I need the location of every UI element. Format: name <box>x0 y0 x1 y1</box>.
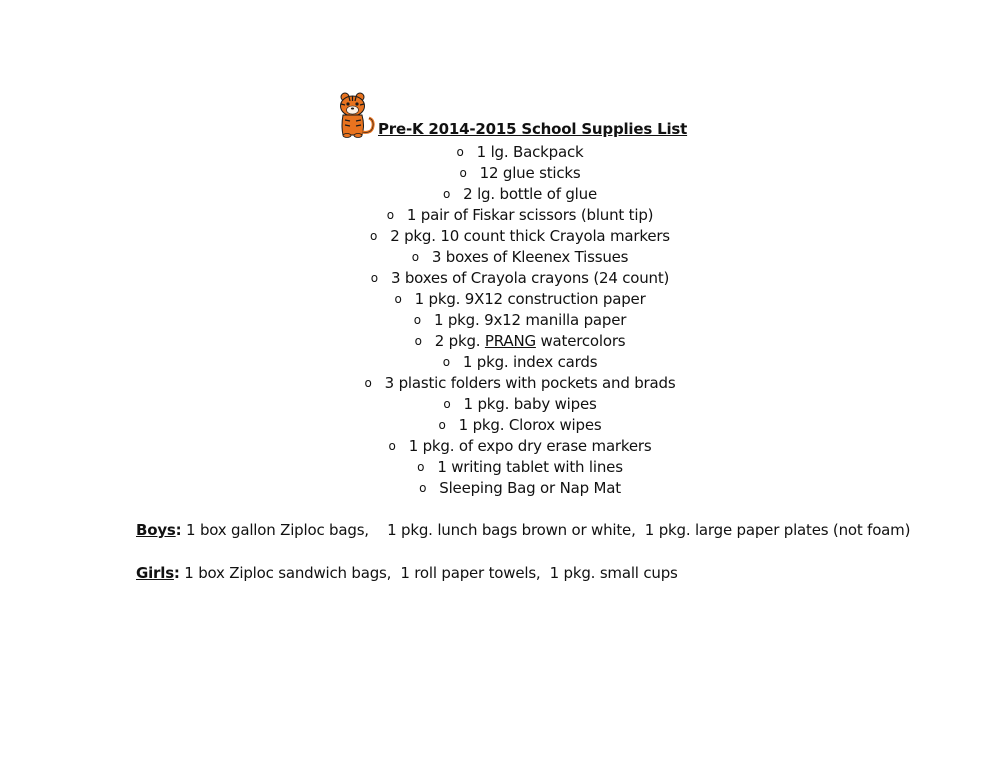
bullet-icon: o <box>370 229 378 243</box>
tiger-mascot-icon <box>336 92 380 138</box>
list-item-text: Sleeping Bag or Nap Mat <box>439 479 621 497</box>
list-item-text: 1 lg. Backpack <box>476 143 584 161</box>
list-item <box>300 247 740 268</box>
boys-text: 1 box gallon Ziploc bags, 1 pkg. lunch bags brown or white, 1 pkg. large paper plates (not foam) <box>181 521 911 539</box>
list-item <box>300 310 740 331</box>
list-item-text: 3 boxes of Crayola crayons (24 count) <box>390 269 670 287</box>
bullet-icon: o <box>443 187 451 201</box>
bullet-icon: o <box>456 145 464 159</box>
bullet-icon: o <box>370 271 378 285</box>
bullet-icon: o <box>438 418 446 432</box>
bullet-icon: o <box>443 397 451 411</box>
boys-note <box>136 521 910 539</box>
list-item <box>300 352 740 373</box>
list-item-text: 1 pkg. 9X12 construction paper <box>414 290 646 308</box>
list-item <box>300 205 740 226</box>
list-item-text: 1 pkg. Clorox wipes <box>458 416 602 434</box>
page-title: Pre-K 2014-2015 School Supplies List <box>378 120 688 138</box>
list-item-text: 1 pair of Fiskar scissors (blunt tip) <box>406 206 654 224</box>
list-item-text: 2 lg. bottle of glue <box>463 185 597 203</box>
bullet-icon: o <box>442 355 450 369</box>
girls-colon: : <box>173 564 180 582</box>
list-item-text: 1 writing tablet with lines <box>437 458 623 476</box>
list-item <box>300 184 740 205</box>
boys-colon: : <box>175 521 182 539</box>
bullet-icon: o <box>417 460 425 474</box>
list-item <box>300 394 740 415</box>
bullet-icon: o <box>364 376 372 390</box>
list-item <box>300 268 740 289</box>
list-item-text: 1 pkg. baby wipes <box>463 395 597 413</box>
list-item <box>300 289 740 310</box>
list-item-text-suffix: watercolors <box>535 332 626 350</box>
list-item-text-prefix: 2 pkg. <box>434 332 485 350</box>
bullet-icon: o <box>386 208 394 222</box>
bullet-icon: o <box>394 292 402 306</box>
list-item-text: 1 pkg. 9x12 manilla paper <box>433 311 627 329</box>
bullet-icon: o <box>414 334 422 348</box>
list-item <box>300 163 740 184</box>
girls-text: 1 box Ziploc sandwich bags, 1 roll paper towels, 1 pkg. small cups <box>179 564 678 582</box>
bullet-icon: o <box>459 166 467 180</box>
brand-name-underlined: PRANG <box>484 332 536 350</box>
list-item-text: 2 pkg. 10 count thick Crayola markers <box>390 227 670 245</box>
list-item-text: 3 plastic folders with pockets and brads <box>384 374 676 392</box>
list-item <box>300 373 740 394</box>
supplies-list <box>300 142 740 499</box>
list-item <box>300 331 740 352</box>
girls-label: Girls <box>136 564 174 582</box>
list-item-text: 12 glue sticks <box>479 164 581 182</box>
bullet-icon: o <box>411 250 419 264</box>
boys-label: Boys <box>136 521 176 539</box>
bullet-icon: o <box>413 313 421 327</box>
list-item <box>300 226 740 247</box>
list-item-text: 1 pkg. index cards <box>462 353 598 371</box>
list-item <box>300 478 740 499</box>
list-item <box>300 436 740 457</box>
list-header <box>336 92 688 140</box>
list-item <box>300 142 740 163</box>
girls-note <box>136 564 678 582</box>
bullet-icon: o <box>388 439 396 453</box>
list-item <box>300 415 740 436</box>
list-item-text: 1 pkg. of expo dry erase markers <box>408 437 652 455</box>
list-item-text: 3 boxes of Kleenex Tissues <box>431 248 629 266</box>
bullet-icon: o <box>419 481 427 495</box>
list-item <box>300 457 740 478</box>
